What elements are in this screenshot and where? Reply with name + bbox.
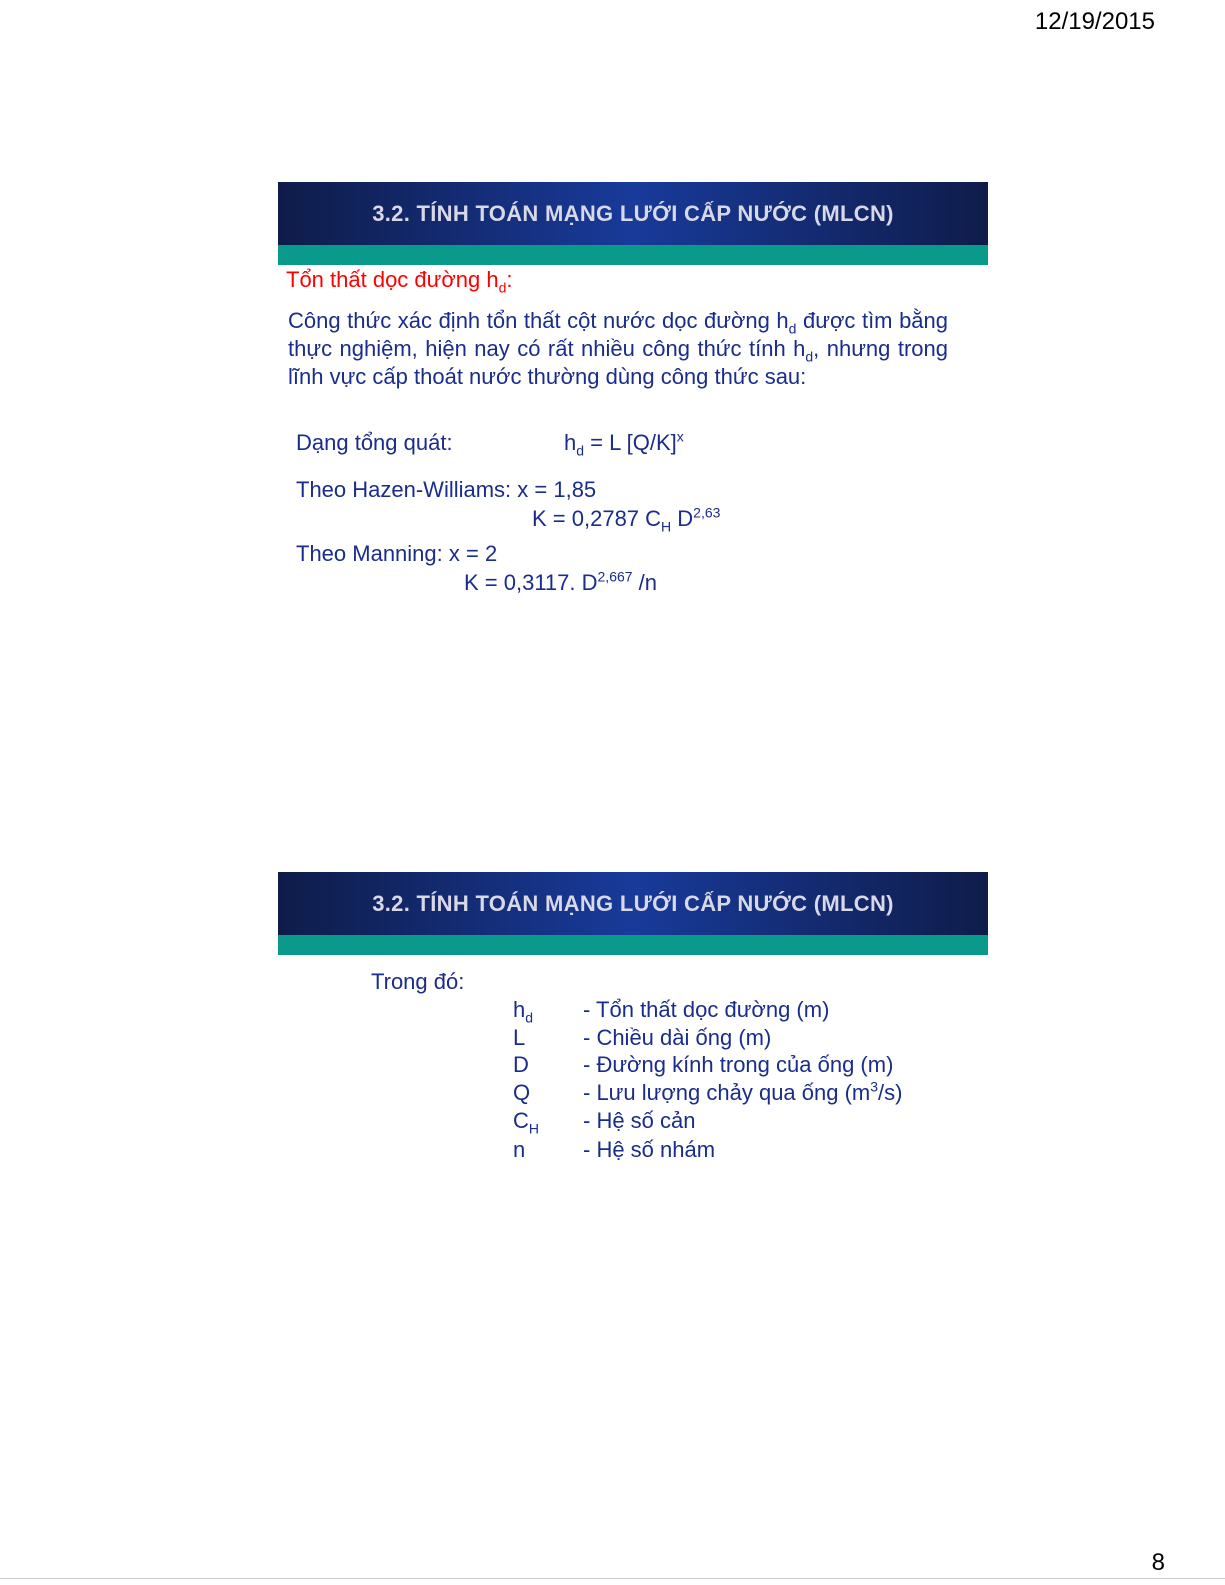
header-band [278, 245, 988, 265]
intro-paragraph: Công thức xác định tổn thất cột nước dọc đường $h_d$ được tìm bằng thực nghiệm, hiện nay có rất nhiều công thức tính $h_d$, nhưng trong lĩnh vực cấp thoát nước thường dùng công thức sau: [288, 308, 949, 389]
general-form-label: Dạng tổng quát: [296, 430, 453, 455]
slide-title: 3.2. TÍNH TOÁN MẠNG LƯỚI CẤP NƯỚC (MLCN) [372, 890, 894, 916]
slide-title: 3.2. TÍNH TOÁN MẠNG LƯỚI CẤP NƯỚC (MLCN) [372, 200, 894, 226]
page-number: 8 [1151, 1549, 1165, 1576]
slide-2: 3.2. TÍNH TOÁN MẠNG LƯỚI CẤP NƯỚC (MLCN) Trong đó: $h_d$ - Tổn thất dọc đường (m) L - Chiều dài ống (m) D - Đường kính trong của ống (m) Q - Lưu lượng chảy qua ống $(m^3/s)$ $C_H$ - Hệ số cản n - Hệ số nhám [278, 872, 988, 1172]
general-formula: $h_d = L$ $[Q/K]^x$ [564, 428, 684, 459]
slide-header [278, 872, 988, 935]
manning-label: Theo Manning: x = 2 [296, 541, 498, 566]
manning-formula: K = 0,3117. D$^{2,667}$ /n [464, 568, 658, 595]
legend-intro: Trong đó: [371, 969, 465, 994]
slide-1 [278, 182, 988, 612]
bottom-rule [0, 1578, 1225, 1579]
slide-header [278, 182, 988, 245]
section-heading: Tổn thất dọc đường $h_d$: [286, 267, 513, 296]
header-band [278, 935, 988, 955]
hazen-williams-formula: K = 0,2787 $C_H$ D$^{2,63}$ [532, 504, 721, 535]
page-date: 12/19/2015 [1034, 8, 1155, 35]
hazen-williams-label: Theo Hazen-Williams: x = 1,85 [296, 477, 597, 502]
